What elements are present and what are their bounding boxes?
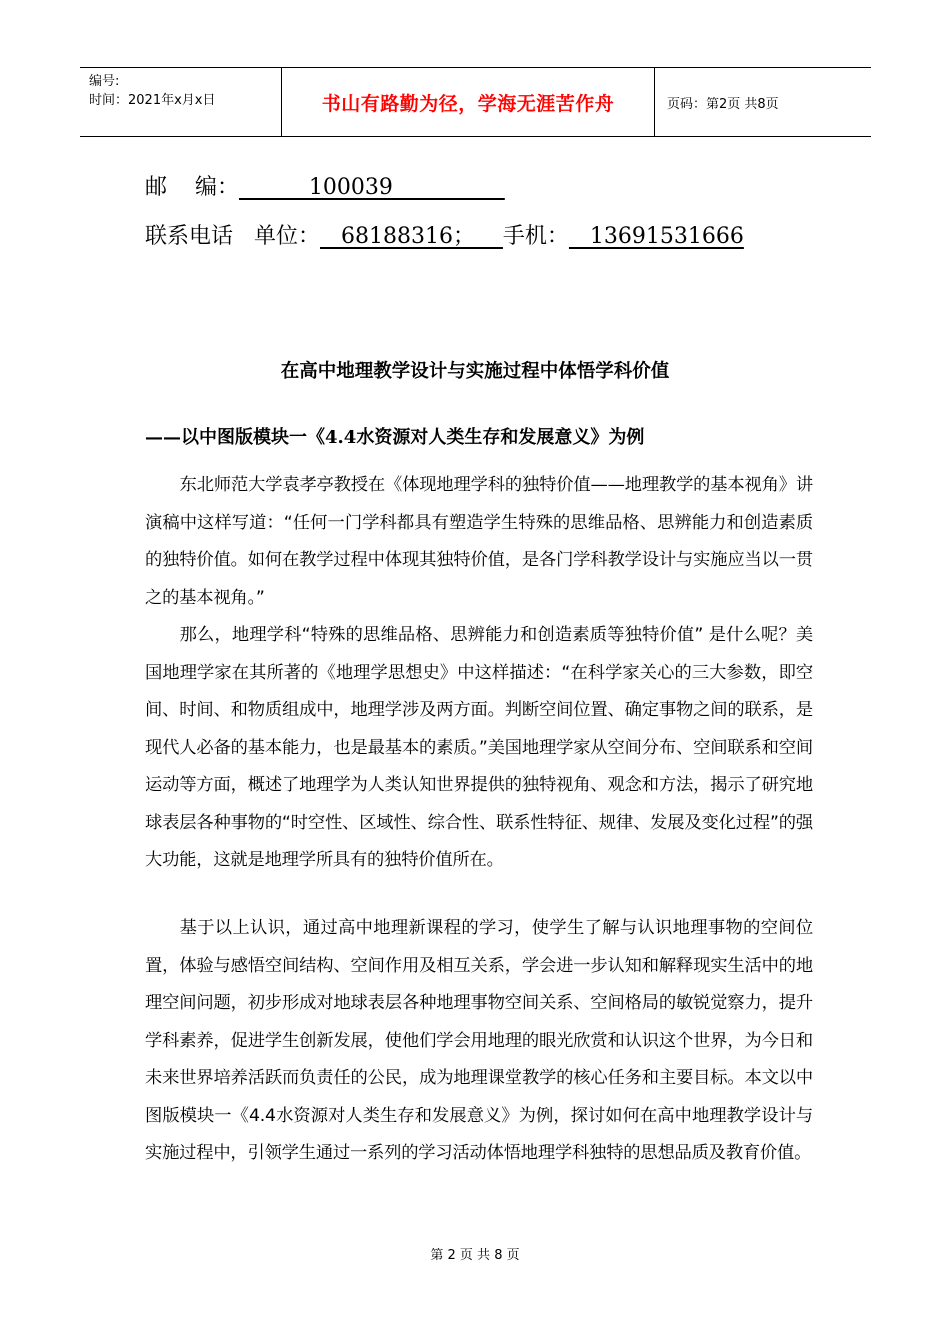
page-header	[80, 67, 871, 137]
unit-phone-value: 68188316；	[319, 224, 503, 249]
header-meta	[80, 68, 281, 136]
phone-label: 联系电话 单位：	[145, 224, 320, 249]
time-label: 时间：2021年x月x日	[89, 93, 216, 108]
postcode-row	[145, 170, 505, 201]
header-page-number: 页码：第2页 共8页	[667, 96, 779, 112]
header-motto: 书山有路勤为径，学海无涯苦作舟	[281, 68, 655, 136]
paragraph-2: 那么，地理学科“特殊的思维品格、思辨能力和创造素质等独特价值” 是什么呢？美国地理学家在其所著的《地理学思想史》中这样描述：“在科学家关心的三大参数，即空间、时间、和物质组成中，地理学涉及两方面。判断空间位置、确定事物之间的联系，是现代人必备的基本能力，也是最基本的素质。”美国地理学家从空间分布、空间联系和空间运动等方面，概述了地理学为人类认知世界提供的独特视角、观念和方法，揭示了研究地球表层各种事物的“时空性、区域性、综合性、联系性特征、规律、发展及变化过程”的强大功能，这就是地理学所具有的独特价值所在。	[145, 625, 813, 870]
phone-row	[145, 219, 744, 250]
paragraph-3: 基于以上认识，通过高中地理新课程的学习，使学生了解与认识地理事物的空间位置，体验与感悟空间结构、空间作用及相互关系，学会进一步认知和解释现实生活中的地理空间问题，初步形成对地球表层各种地理事物空间关系、空间格局的敏锐觉察力，提升学科素养，促进学生创新发展，使他们学会用地理的眼光欣赏和认识这个世界，为今日和未来世界培养活跃而负责任的公民，成为地理课堂教学的核心任务和主要目标。本文以中图版模块一《4.4水资源对人类生存和发展意义》为例，探讨如何在高中地理教学设计与实施过程中，引领学生通过一系列的学习活动体悟地理学科独特的思想品质及教育价值。	[145, 918, 813, 1163]
mobile-phone-value: 13691531666	[568, 224, 744, 249]
paragraph-1: 东北师范大学袁孝亭教授在《体现地理学科的独特价值——地理教学的基本视角》讲演稿中这样写道：“任何一门学科都具有塑造学生特殊的思维品格、思辨能力和创造素质的独特价值。如何在教学过程中体现其独特价值，是各门学科教学设计与实施应当以一贯之的基本视角。”	[145, 475, 813, 608]
postcode-label: 邮 编：	[145, 175, 239, 200]
mobile-label: 手机：	[502, 224, 569, 249]
page-footer: 第 2 页 共 8 页	[430, 1248, 520, 1263]
article-title: 在高中地理教学设计与实施过程中体悟学科价值	[280, 361, 670, 382]
number-label: 编号:	[89, 74, 120, 89]
article-subtitle: ——以中图版模块一《4.4水资源对人类生存和发展意义》为例	[145, 427, 645, 448]
postcode-value: 100039	[238, 175, 505, 200]
